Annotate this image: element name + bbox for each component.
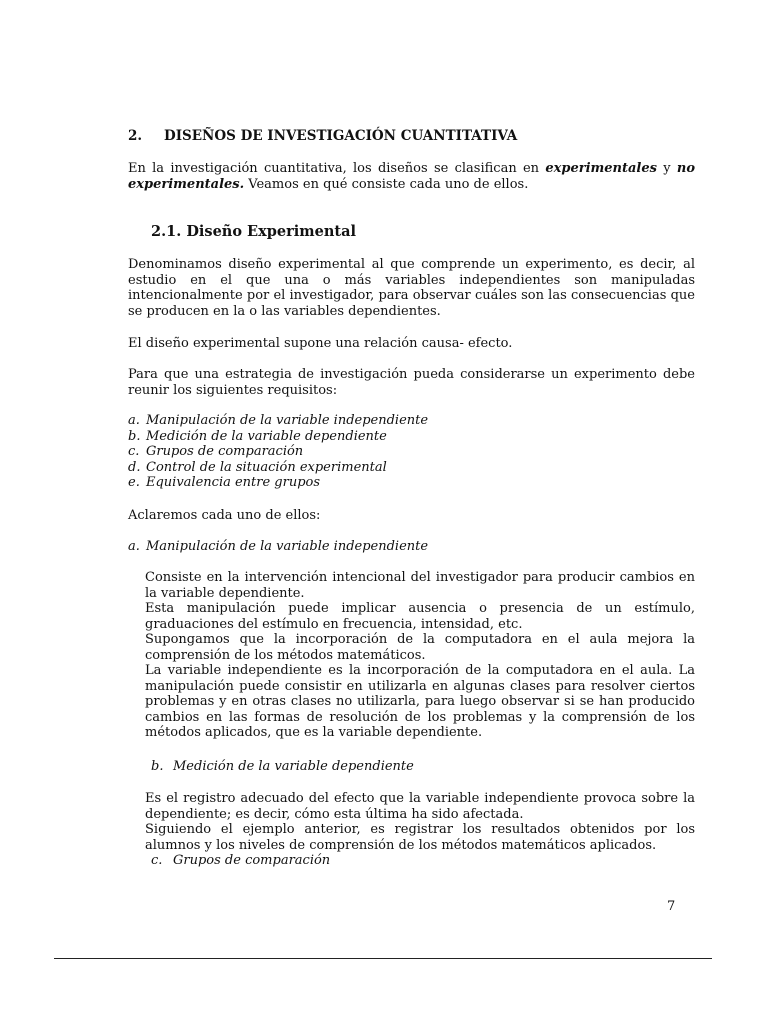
item-a-paragraph: Consiste en la intervención intencional del investigador para producir cambios en la variable dependiente. <box>145 570 695 601</box>
intro-text: y <box>656 161 677 176</box>
list-item: a. Manipulación de la variable independiente <box>128 413 429 428</box>
list-item: b. Medición de la variable dependiente <box>128 428 387 444</box>
item-a-paragraph: Supongamos que la incorporación de la computadora en el aula mejora la comprensión de los métodos matemáticos. <box>145 632 695 663</box>
item-b-paragraph: Siguiendo el ejemplo anterior, es registrar los resultados obtenidos por los alumnos y los niveles de comprensión de los métodos matemáticos aplicados. <box>145 822 695 853</box>
item-c-heading: c. Grupos de comparación <box>151 853 331 868</box>
section-heading <box>128 129 648 145</box>
definition-paragraph: Denominamos diseño experimental al que comprende un experimento, es decir, al estudio en el que una o más variables independientes son manipuladas intencionalmente por el investigador, para observar cuáles son las consecuencias que se producen en la o las variables dependientes. <box>128 257 695 319</box>
intro-text: Veamos en qué consiste cada uno de ellos. <box>244 176 529 192</box>
requirements-intro-paragraph: Para que una estrategia de investigación pueda considerarse un experimento debe reunir los siguientes requisitos: <box>128 367 695 398</box>
item-b-heading: b. Medición de la variable dependiente <box>151 759 414 774</box>
clarify-paragraph: Aclaremos cada uno de ellos: <box>128 508 321 523</box>
item-b-body <box>145 791 695 853</box>
cause-effect-paragraph: El diseño experimental supone una relación causa- efecto. <box>128 336 513 351</box>
list-item: e. Equivalencia entre grupos <box>128 475 321 490</box>
requirements-list <box>128 413 628 491</box>
intro-emphasis-no-experimental: no experimentales. <box>128 161 695 192</box>
item-a-heading: a. Manipulación de la variable independiente <box>128 539 429 554</box>
intro-paragraph <box>128 161 695 192</box>
subsection-heading: 2.1. Diseño Experimental <box>151 223 356 240</box>
item-a-paragraph: Esta manipulación puede implicar ausencia o presencia de un estímulo, graduaciones del estímulo en frecuencia, intensidad, etc. <box>145 601 695 632</box>
list-item: d. Control de la situación experimental <box>128 459 387 475</box>
section-title: DISEÑOS DE INVESTIGACIÓN CUANTITATIVA <box>164 128 518 144</box>
intro-emphasis-experimental: experimentales <box>545 161 657 176</box>
item-b-paragraph: Es el registro adecuado del efecto que la variable independiente provoca sobre la dependiente; es decir, cómo esta última ha sido afectada. <box>145 791 695 822</box>
item-a-paragraph: La variable independiente es la incorporación de la computadora en el aula. La manipulación puede consistir en utilizarla en algunas clases para resolver ciertos problemas y en otras clases no utilizarla, para luego observar si se han producido cambios en las formas de resolución de los problemas y la comprensión de los métodos aplicados, que es la variable dependiente. <box>145 663 695 740</box>
section-number: 2. <box>128 128 143 144</box>
page-number: 7 <box>667 899 676 914</box>
footer-rule <box>54 958 712 959</box>
intro-text: En la investigación cuantitativa, los diseños se clasifican en <box>128 161 546 176</box>
item-a-body <box>145 570 695 741</box>
list-item: c. Grupos de comparación <box>128 444 304 459</box>
